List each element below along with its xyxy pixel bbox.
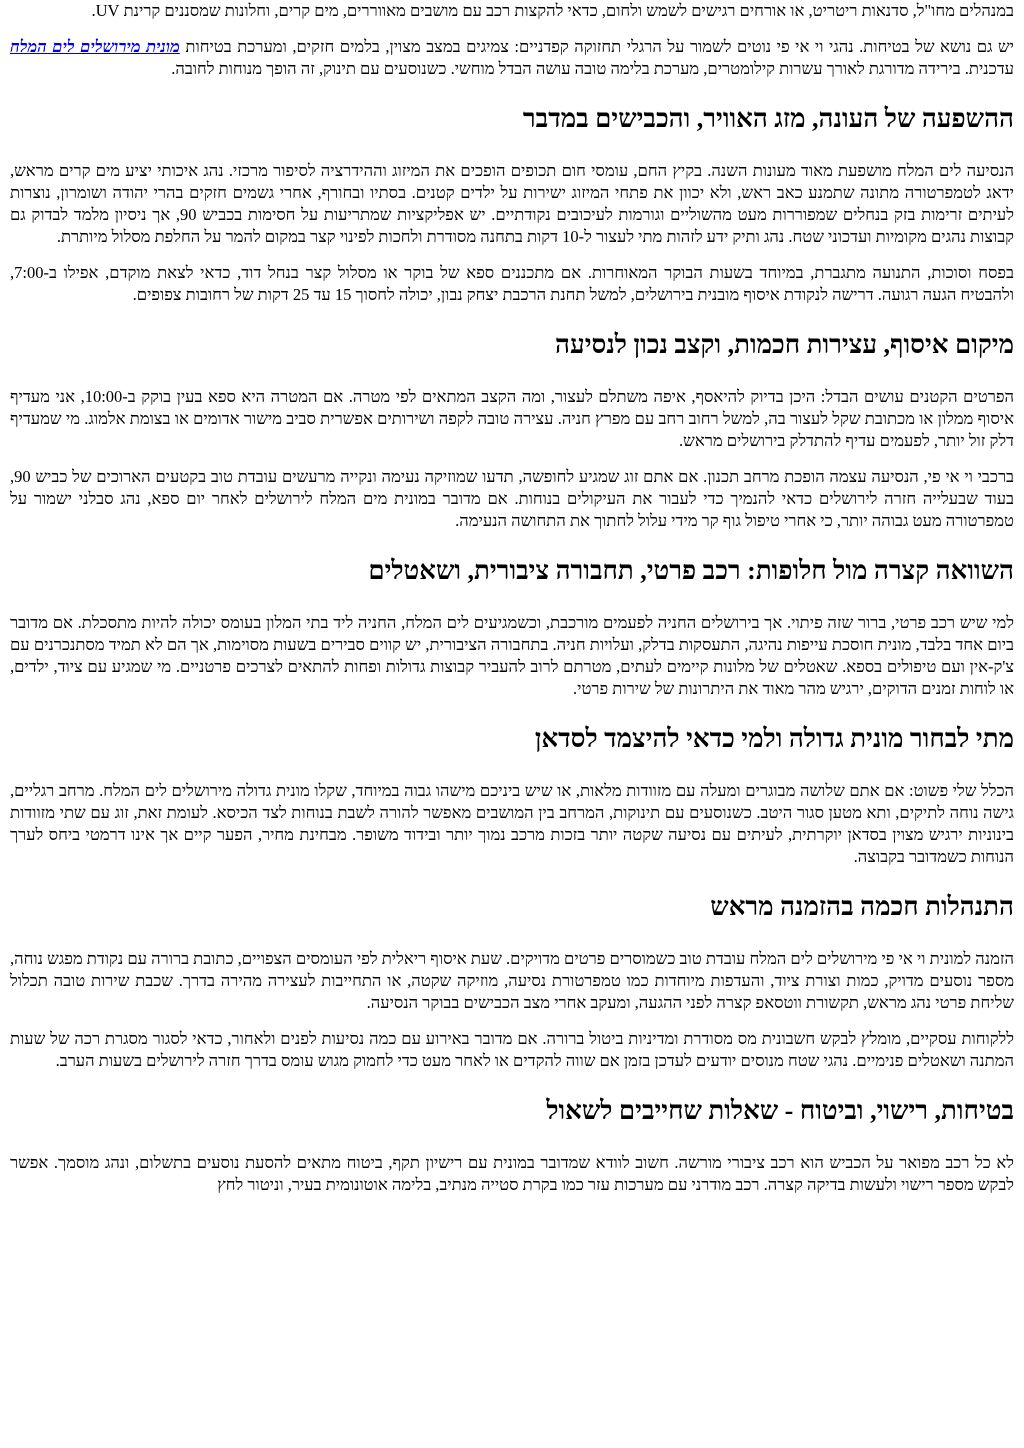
section-paragraph: הזמנה למונית וי אי פי מירושלים לים המלח עובדת טוב כשמוסרים פרטים מדויקים. שעת איסוף ריאלית לפי העומסים הצפויים, כתובת ברורה עם נקודת מפגש נוחה, מספר נוסעים מדויק, כמות וצורת ציוד, והעדפות מיוחדות כמו טמפרטורת נסיעה, מוזיקה שקטה, או התחייבות לעצירה מהירה בדרך. שכבת שירות טובה תכלול שליחת פרטי נהג מראש, תקשורת ווטסאפ קצרה לפני ההגעה, ומעקב אחרי מצב הכבישים בבוקר הנסיעה. <box>10 949 1014 1012</box>
section-heading-pickup-stops: מיקום איסוף, עצירות חכמות, וקצב נכון לנסיעה <box>555 330 1014 359</box>
section-heading-advance-booking: התנהלות חכמה בהזמנה מראש <box>710 892 1014 921</box>
section-paragraph: הנסיעה לים המלח מושפעת מאוד מעונות השנה. בקיץ החם, עומסי חום תכופים הופכים את המיזוג וההידרציה לסיפור מרכזי. נהג איכותי יציע מים קרים מראש, ידאג לטמפרטורה מתונה שתמנע כאב ראש, ולא יכוון את פתחי המיזוג ישירות על ילדים קטנים. בסתיו ובחורף, אחרי גשמים חזקים בהרי יהודה ושומרון, נוצרות לעיתים זרימות בזק בנחלים שמפוררות מעט מהשוליים וגורמות לעיכובים נקודתיים. יש אפליקציות שמתריעות על חסימות בכביש 90, אך ניסיון מלמד לבדוק גם קבוצות נהגים מקומיות ועדכוני שטח. נהג ותיק ידע לזהות מתי לעצור ל-10 דקות בתחנה מסודרת ולחכות לפינוי קצר במקום להמר על החלפת מסלול מיותרת. <box>10 161 1014 246</box>
intro-paragraph-1: במנהלים מחו"ל, סדנאות ריטריט, או אורחים רגישים לשמש ולחום, כדאי להקצות רכב עם מושבים מאווררים, מים קרים, וחלונות שמסננים קרינת UV. <box>91 1 1014 20</box>
intro-paragraph-2 <box>10 36 1014 80</box>
taxi-jerusalem-dead-sea-link[interactable]: מונית מירושלים לים המלח <box>10 37 180 56</box>
section-paragraph: לא כל רכב מפואר על הכביש הוא רכב ציבורי מורשה. חשוב לוודא שמדובר במונית עם רישיון תקף, ביטוח מתאים להסעת נוסעים בתשלום, ונהג מוסמך. אפשר לבקש מספר רישוי ולעשות בדיקה קצרה. רכב מודרני עם מערכות עזר כמו בקרת סטייה מנתיב, בלימה אוטונומית בעיר, וניטור לחץ <box>10 1153 1014 1194</box>
section-heading-large-taxi-vs-sedan: מתי לבחור מונית גדולה ולמי כדאי להיצמד לסדאן <box>534 724 1014 753</box>
section-paragraph: ללקוחות עסקיים, מומלץ לבקש חשבונית מס מסודרת ומדיניות ביטול ברורה. אם מדובר באירוע עם כמה נסיעות לפנים ולאחור, כדאי לסגור מסגרת רכה של שעות המתנה ושאטלים פנימיים. נהגי שטח מנוסים יודעים לעדכן בזמן אם שווה להקדים או לאחר מעט כדי לחמוק מגוש עומס בדרך חזרה לירושלים בשעות הערב. <box>10 1029 1014 1070</box>
section-heading-season-weather: ההשפעה של העונה, מזג האוויר, והכבישים במדבר <box>522 104 1014 133</box>
section-paragraph: למי שיש רכב פרטי, ברור שזה פיתוי. אך בירושלים החניה לפעמים מורכבת, וכשמגיעים לים המלח, החניה ליד בתי המלון בעומס יכולה להיות מתסכלת. אם מדובר ביום אחד בלבד, מונית חוסכת עייפות נהיגה, התעסקות בדלק, ועלויות חניה. בתחבורה הציבורית, יש קווים סבירים בשעות מסוימות, אך הם לא תמיד מסתנכרנים עם צ'ק-אין ועם טיפולים בספא. שאטלים של מלונות קיימים לעתים, מטרתם לרוב להעביר קבוצות גדולות ופחות להתאים לצרכים פרטניים. מי שמגיע עם ציוד, ילדים, או לוחות זמנים הדוקים, ירגיש מהר מאוד את היתרונות של שירות פרטי. <box>10 613 1014 698</box>
section-paragraph: ברכבי וי אי פי, הנסיעה עצמה הופכת מרחב תכנון. אם אתם זוג שמגיע לחופשה, תדעו שמוזיקה נעימה ונקייה מרעשים עובדת טוב בקטעים הארוכים של כביש 90, בעוד שבעלייה חזרה לירושלים כדאי להנמיך כדי לעבור את העיקולים בנוחות. אם מדובר במונית מים המלח לירושלים לאחר יום ספא, נהג סבלני ישמור על טמפרטורה מעט גבוהה יותר, כי אחרי טיפול גוף קר מידי עלול לחתוך את התחושה הנעימה. <box>10 467 1014 530</box>
section-paragraph: הפרטים הקטנים עושים הבדל: היכן בדיוק להיאסף, איפה משתלם לעצור, ומה הקצב המתאים לפי מטרה. אם המטרה היא ספא בעין בוקק ב-10:00, אני מעדיף איסוף ממלון או מכתובת שקל לעצור בה, למשל רחוב רחב עם מפרץ חניה. עצירה טובה לקפה ושירותים אפשרית סביב מישור אדומים או בצומת אלמוג. מי שמעדיף דלק זול יותר, לפעמים עדיף להתדלק בירושלים מראש. <box>10 387 1014 450</box>
section-heading-alternatives: השוואה קצרה מול חלופות: רכב פרטי, תחבורה ציבורית, ושאטלים <box>368 556 1014 585</box>
article <box>10 0 1014 1196</box>
section-heading-safety-licensing: בטיחות, רישוי, וביטוח - שאלות שחייבים לשאול <box>546 1096 1014 1125</box>
intro-p2-after: עדכנית. בירידה מדורגת לאורך עשרות קילומטרים, מערכת בלימה טובה עושה הבדל מוחשי. כשנוסעים עם תינוק, זה הופך מנוחות לחובה. <box>171 59 1014 78</box>
section-paragraph: בפסח וסוכות, התנועה מתגברת, במיוחד בשעות הבוקר המאוחרות. אם מתכננים ספא של בוקר או מסלול קצר בנחל דוד, כדאי לצאת מוקדם, אפילו ב-7:00, ולהבטיח הגעה רגועה. דרישה לנקודת איסוף מובנית בירושלים, למשל תחנת הרכבת יצחק נבון, יכולה לחסוך 15 עד 25 דקות של רחובות צפופים. <box>10 263 1014 304</box>
section-paragraph: הכלל שלי פשוט: אם אתם שלושה מבוגרים ומעלה עם מזוודות מלאות, או שיש ביניכם מישהו גבוה במיוחד, שקלו מונית גדולה מירושלים לים המלח. מרחב רגליים, גישה נוחה לתיקים, ותא מטען סגור היטב. כשנוסעים עם תינוקות, המרחב בין המושבים מאפשר להורה לשבת בנוחות לצד הכיסא. לעומת זאת, זוג עם שתי מזוודות בינוניות ירגיש מצוין בסדאן יוקרתית, לעיתים עם נסיעה שקטה יותר בזכות מרכב נמוך יותר ובידוד משופר. מבחינת מחיר, הפער קיים אך אינו דרמטי ביחס לערך הנוחות כשמדובר בקבוצה. <box>10 781 1014 866</box>
intro-p2-before: יש גם נושא של בטיחות. נהגי וי אי פי נוטים לשמור על הרגלי תחזוקה קפדניים: צמיגים במצב מצוין, בלמים חזקים, ומערכת בטיחות <box>179 37 1015 56</box>
